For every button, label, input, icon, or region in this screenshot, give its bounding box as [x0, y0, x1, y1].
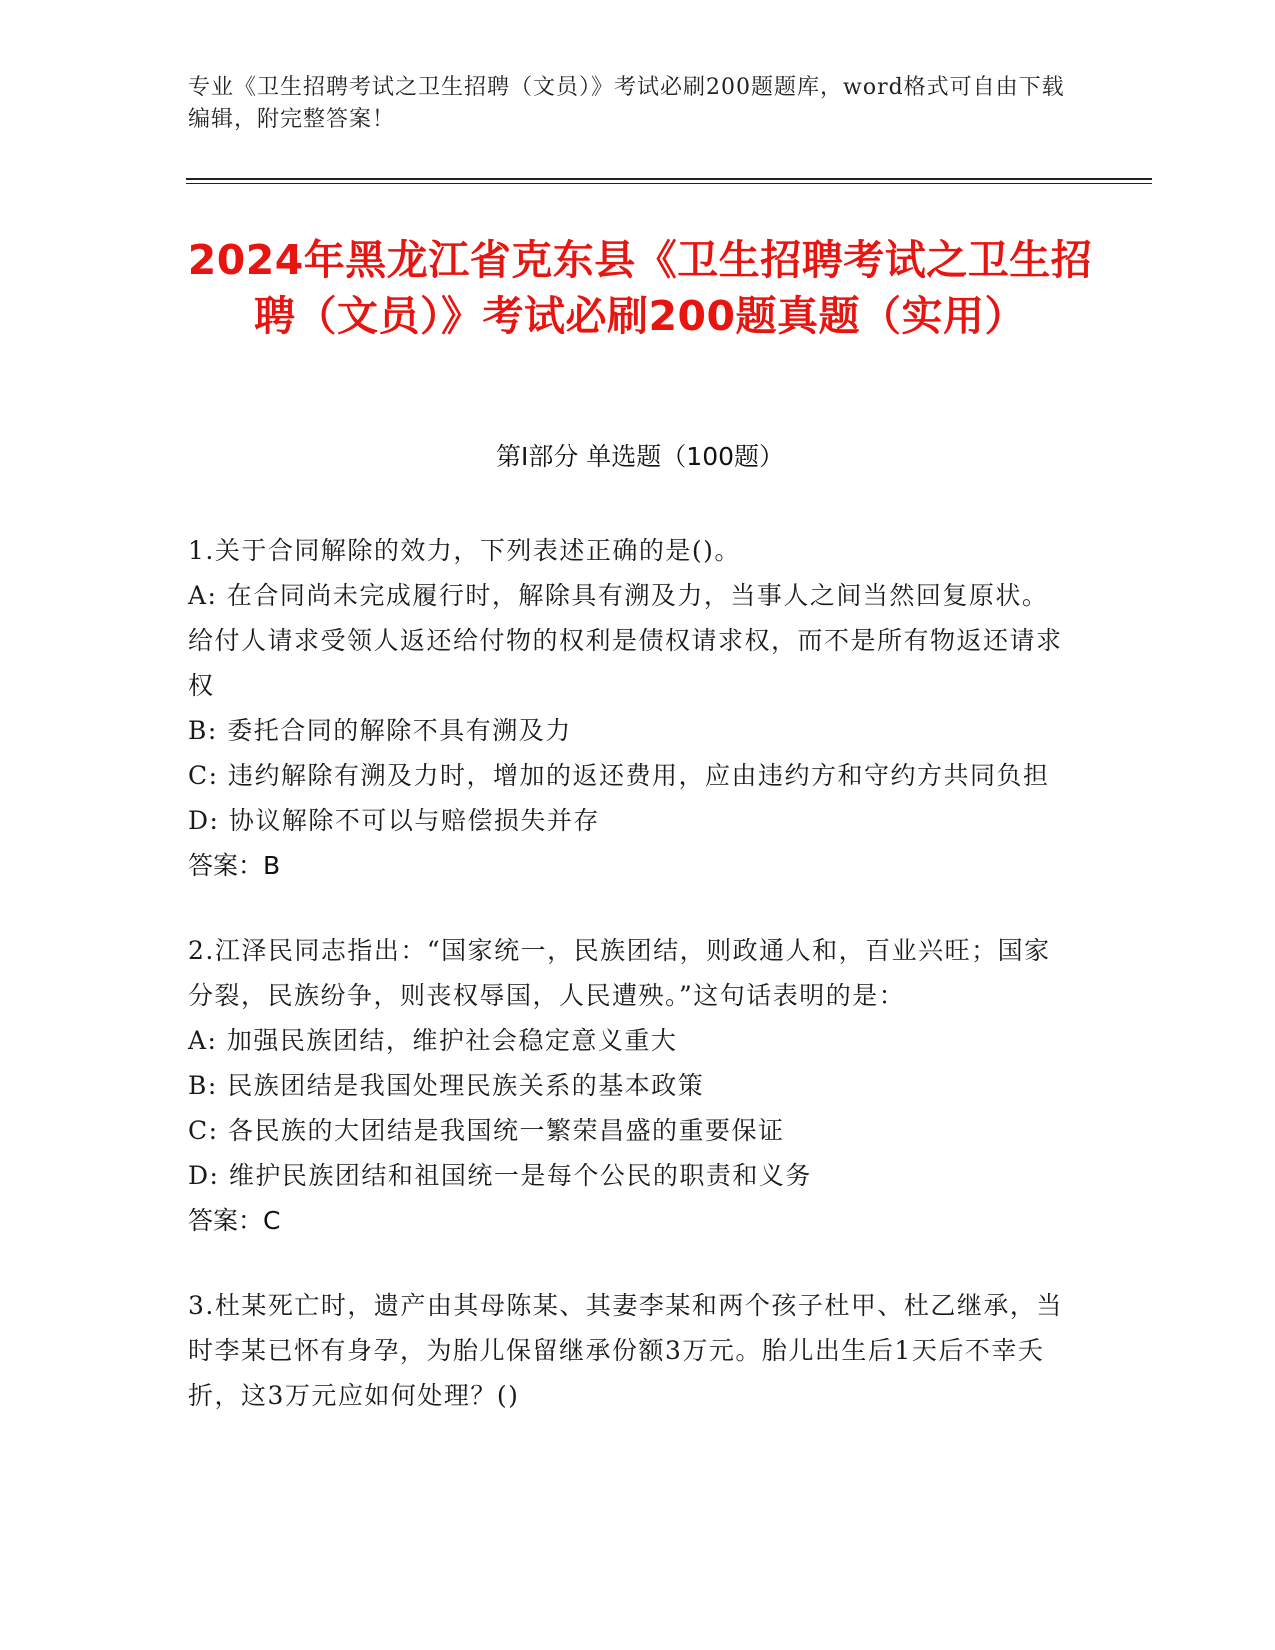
question-stem: 3.杜某死亡时，遗产由其母陈某、其妻李某和两个孩子杜甲、杜乙继承，当时李某已怀有身孕，为胎儿保留继承份额3万元。胎儿出生后1天后不幸夭折，这3万元应如何处理？() [188, 1291, 1063, 1410]
option-c: C: 违约解除有溯及力时，增加的返还费用，应由违约方和守约方共同负担 [188, 761, 1050, 790]
question-stem: 1.关于合同解除的效力，下列表述正确的是()。 [188, 536, 741, 565]
header-note: 专业《卫生招聘考试之卫生招聘（文员）》考试必刷200题题库，word格式可自由下载编辑，附完整答案！ [188, 75, 1065, 132]
option-b: B: 民族团结是我国处理民族关系的基本政策 [188, 1071, 705, 1100]
option-a: A: 加强民族团结，维护社会稳定意义重大 [188, 1026, 678, 1055]
question-3 [188, 1283, 1068, 1418]
question-2 [188, 928, 1068, 1243]
question-stem: 2.江泽民同志指出：“国家统一，民族团结，则政通人和，百业兴旺；国家分裂，民族纷争，则丧权辱国，人民遭殃。”这句话表明的是： [188, 936, 1051, 1010]
option-d: D: 协议解除不可以与赔偿损失并存 [188, 806, 600, 835]
option-c: C: 各民族的大团结是我国统一繁荣昌盛的重要保证 [188, 1116, 785, 1145]
question-list [188, 528, 1068, 1458]
option-b: B: 委托合同的解除不具有溯及力 [188, 716, 572, 745]
answer: 答案：C [188, 1206, 281, 1235]
header-divider-thick [186, 178, 1152, 180]
option-d: D: 维护民族团结和祖国统一是每个公民的职责和义务 [188, 1161, 812, 1190]
section-heading: 第I部分 单选题（100题） [495, 442, 785, 471]
document-title: 2024年黑龙江省克东县《卫生招聘考试之卫生招聘（文员）》考试必刷200题真题（实用） [187, 236, 1093, 340]
answer: 答案：B [188, 851, 281, 880]
header-divider-thin [186, 183, 1152, 184]
question-1 [188, 528, 1068, 888]
option-a: A: 在合同尚未完成履行时，解除具有溯及力，当事人之间当然回复原状。给付人请求受领人返还给付物的权利是债权请求权，而不是所有物返还请求权 [188, 581, 1063, 700]
